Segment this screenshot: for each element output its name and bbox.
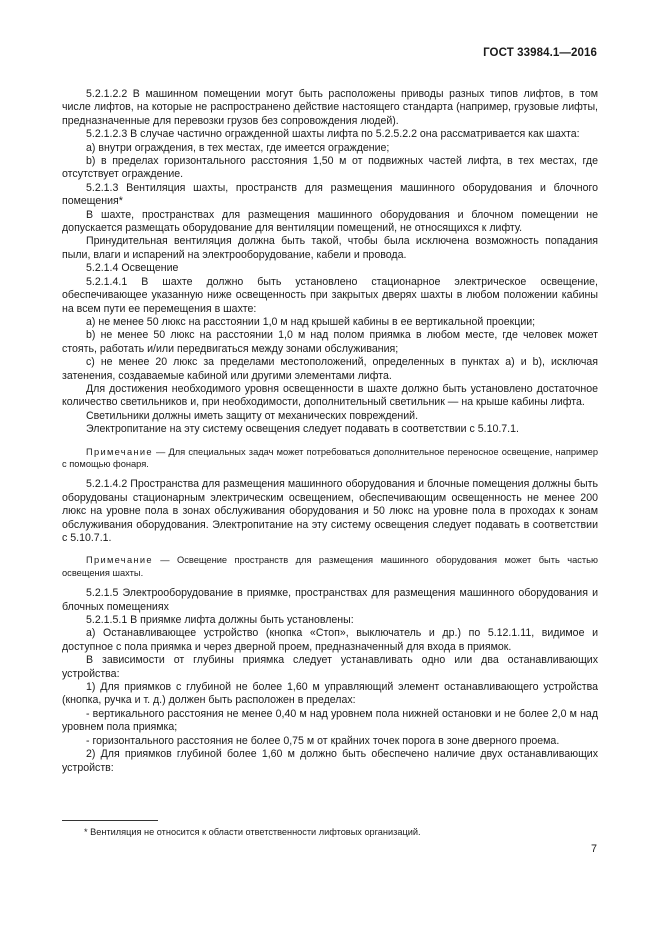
list-item: 1) Для приямков с глубиной не более 1,60 м управляющий элемент останавливающего устройства (кнопка, ручка и т. д.) должен быть расположен в пределах:	[62, 681, 598, 707]
paragraph: Для достижения необходимого уровня освещенности в шахте должно быть установлено достаточное количество светильников и, при необходимости, дополнительный светильник — на крыше кабины лифта.	[62, 382, 598, 409]
note-label: Примечание	[86, 555, 153, 566]
paragraph: Принудительная вентиляция должна быть такой, чтобы была исключена возможность попадания пыли, влаги и испарений на электрооборудование, кабели и провода.	[62, 235, 598, 261]
paragraph: Светильники должны иметь защиту от механических повреждений.	[86, 409, 419, 422]
list-item: b) не менее 50 люкс на расстоянии 1,0 м над полом приямка в любом месте, где человек может стоять, работать и/или передвигаться между зонами обслуживания;	[62, 329, 598, 355]
list-item: a) Останавливающее устройство (кнопка «Стоп», выключатель и др.) по 5.12.1.11, видимое и доступное с пола приямка и через дверной проем, предназначенный для входа в приямок.	[62, 627, 598, 653]
paragraph: 5.2.1.2.2 В машинном помещении могут быть расположены приводы разных типов лифтов, в том числе лифтов, на которые не распространено действие настоящего стандарта (например, грузовые лифты, предназначенные для перевозки грузов без сопровождения людей).	[62, 88, 598, 127]
footnote: * Вентиляция не относится к области ответственности лифтовых организаций.	[84, 827, 421, 837]
page-number: 7	[590, 843, 597, 855]
list-item: a) внутри ограждения, в тех местах, где имеется ограждение;	[86, 141, 390, 154]
note-text: — Для специальных задач может потребоваться дополнительное переносное освещение, например с помощью фонаря.	[62, 446, 598, 469]
paragraph: Электропитание на эту систему освещения следует подавать в соответствии с 5.10.7.1.	[86, 423, 519, 436]
section-heading: 5.2.1.5 Электрооборудование в приямке, пространствах для размещения машинного оборудования и блочных помещениях	[62, 587, 598, 613]
main-text	[62, 88, 598, 775]
list-item: 2) Для приямков глубиной более 1,60 м должно быть обеспечено наличие двух останавливающих устройств:	[62, 748, 598, 774]
list-item: c) не менее 20 люкс за пределами местоположений, определенных в пунктах a) и b), исключая затенения, создаваемые кабиной или другими элементами лифта.	[62, 356, 598, 382]
paragraph: 5.2.1.2.3 В случае частично огражденной шахты лифта по 5.2.5.2.2 она рассматривается как шахта:	[86, 128, 580, 141]
footnote-divider	[62, 820, 158, 821]
paragraph: В зависимости от глубины приямка следует устанавливать одно или два останавливающих устройства:	[62, 654, 598, 680]
paragraph: 5.2.1.4.2 Пространства для размещения машинного оборудования и блочные помещения должны быть оборудованы стационарным электрическим освещением, обеспечивающим освещенность не менее 200 люкс на уровне пола в зонах обслуживания оборудования и 50 люкс на уровне пола в проходах к зонам обслуживания оборудования. Электропитание на эту систему освещения следует подавать в соответствии с 5.10.7.1.	[62, 478, 598, 544]
note	[62, 446, 598, 471]
paragraph: В шахте, пространствах для размещения машинного оборудования и блочном помещении не допускается размещать оборудование для вентиляции помещений, не относящихся к лифту.	[62, 208, 598, 235]
note-label: Примечание	[86, 446, 153, 457]
list-item: b) в пределах горизонтального расстояния 1,50 м от подвижных частей лифта, в тех местах, где отсутствует ограждение.	[62, 155, 598, 181]
section-heading: 5.2.1.4 Освещение	[86, 262, 179, 275]
paragraph: 5.2.1.4.1 В шахте должно быть установлено стационарное электрическое освещение, обеспечивающее указанную ниже освещенность при закрытых дверях шахты в любом положении кабины на всем пути ее перемещения в шахте:	[62, 275, 598, 315]
list-item: - горизонтального расстояния не более 0,75 м от крайних точек порога в зоне дверного проема.	[86, 734, 560, 747]
note-text: — Освещение пространств для размещения машинного оборудования может быть частью освещения шахты.	[62, 555, 598, 578]
note	[62, 554, 598, 579]
list-item: - вертикального расстояния не менее 0,40 м над уровнем пола нижней остановки и не более 2,0 м над уровнем пола приямка;	[62, 707, 598, 734]
section-heading: 5.2.1.3 Вентиляция шахты, пространств для размещения машинного оборудования и блочного помещения*	[62, 181, 598, 208]
list-item: a) не менее 50 люкс на расстоянии 1,0 м над крышей кабины в ее вертикальной проекции;	[86, 315, 536, 328]
document-code: ГОСТ 33984.1—2016	[483, 47, 597, 59]
paragraph: 5.2.1.5.1 В приямке лифта должны быть установлены:	[86, 614, 354, 627]
